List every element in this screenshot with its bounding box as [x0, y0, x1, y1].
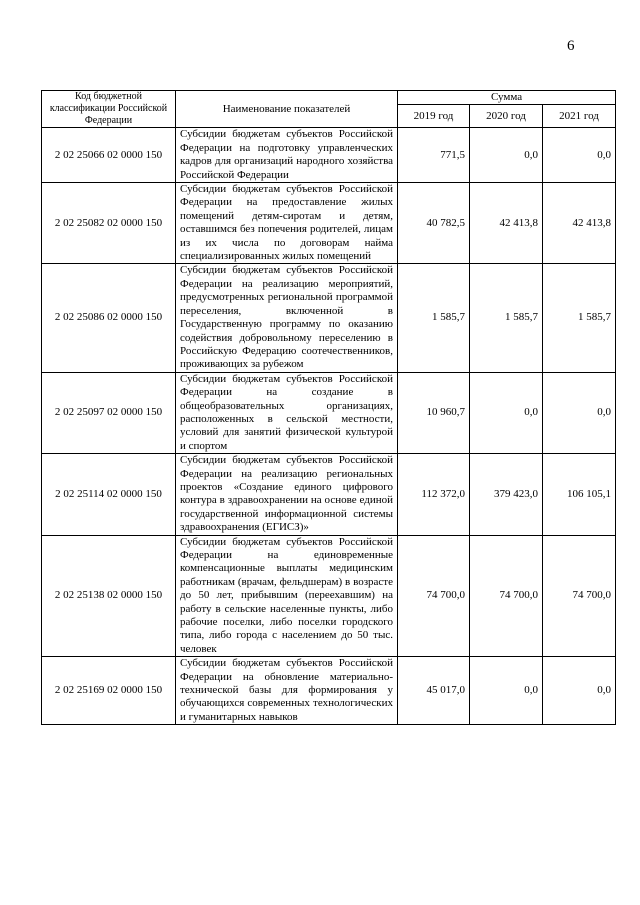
row-value-2021: 74 700,0	[543, 535, 616, 657]
table-row	[42, 454, 616, 535]
row-value-2019: 10 960,7	[398, 372, 470, 453]
row-code: 2 02 25086 02 0000 150	[42, 264, 176, 372]
row-value-2019: 771,5	[398, 128, 470, 183]
row-name: Субсидии бюджетам субъектов Российской Федерации на создание в общеобразовательных организациях, расположенных в сельской местности, условий для занятий физической культурой и спортом	[176, 372, 398, 453]
row-code: 2 02 25097 02 0000 150	[42, 372, 176, 453]
row-value-2020: 0,0	[470, 657, 543, 725]
row-value-2021: 0,0	[543, 128, 616, 183]
header-year-2021: 2021 год	[543, 105, 616, 128]
row-value-2020: 0,0	[470, 372, 543, 453]
row-value-2020: 1 585,7	[470, 264, 543, 372]
row-value-2021: 42 413,8	[543, 183, 616, 264]
row-name: Субсидии бюджетам субъектов Российской Федерации на обновление материально-технической базы для формирования у обучающихся современных технологических и гуманитарных навыков	[176, 657, 398, 725]
page-number: 6	[567, 38, 575, 54]
row-name: Субсидии бюджетам субъектов Российской Федерации на подготовку управленческих кадров для организаций народного хозяйства Российской Федерации	[176, 128, 398, 183]
row-value-2019: 74 700,0	[398, 535, 470, 657]
row-value-2021: 0,0	[543, 372, 616, 453]
row-code: 2 02 25114 02 0000 150	[42, 454, 176, 535]
row-value-2020: 74 700,0	[470, 535, 543, 657]
table-row	[42, 372, 616, 453]
row-value-2019: 1 585,7	[398, 264, 470, 372]
row-value-2021: 0,0	[543, 657, 616, 725]
row-value-2021: 106 105,1	[543, 454, 616, 535]
row-name: Субсидии бюджетам субъектов Российской Федерации на предоставление жилых помещений детям-сиротам и детям, оставшимся без попечения родителей, лицам из их числа по договорам найма специализированных жилых помещений	[176, 183, 398, 264]
header-year-2020: 2020 год	[470, 105, 543, 128]
header-year-2019: 2019 год	[398, 105, 470, 128]
header-sum: Сумма	[398, 91, 616, 105]
row-code: 2 02 25169 02 0000 150	[42, 657, 176, 725]
row-value-2019: 112 372,0	[398, 454, 470, 535]
table-row	[42, 183, 616, 264]
row-value-2019: 45 017,0	[398, 657, 470, 725]
budget-table	[41, 90, 616, 725]
row-value-2020: 42 413,8	[470, 183, 543, 264]
row-value-2020: 379 423,0	[470, 454, 543, 535]
row-name: Субсидии бюджетам субъектов Российской Федерации на единовременные компенсационные выплаты медицинским работникам (врачам, фельдшерам) в возрасте до 50 лет, прибывшим (переехавшим) на работу в сельские населенные пункты, либо рабочие поселки, либо поселки городского типа, либо города с населением до 50 тыс. человек	[176, 535, 398, 657]
row-name: Субсидии бюджетам субъектов Российской Федерации на реализацию мероприятий, предусмотренных региональной программой переселения, включенной в Государственную программу по оказанию содействия добровольному переселению в Российскую Федерацию соотечественников, проживающих за рубежом	[176, 264, 398, 372]
row-value-2020: 0,0	[470, 128, 543, 183]
table-row	[42, 128, 616, 183]
row-value-2021: 1 585,7	[543, 264, 616, 372]
row-name: Субсидии бюджетам субъектов Российской Федерации на реализацию региональных проектов «Создание единого цифрового контура в здравоохранении на основе единой государственной информационной системы здравоохранения (ЕГИСЗ)»	[176, 454, 398, 535]
table-row	[42, 657, 616, 725]
row-code: 2 02 25066 02 0000 150	[42, 128, 176, 183]
row-code: 2 02 25082 02 0000 150	[42, 183, 176, 264]
header-name: Наименование показателей	[176, 91, 398, 128]
header-code: Код бюджетной классификации Российской Федерации	[42, 91, 176, 128]
row-value-2019: 40 782,5	[398, 183, 470, 264]
table-row	[42, 264, 616, 372]
table-row	[42, 535, 616, 657]
row-code: 2 02 25138 02 0000 150	[42, 535, 176, 657]
